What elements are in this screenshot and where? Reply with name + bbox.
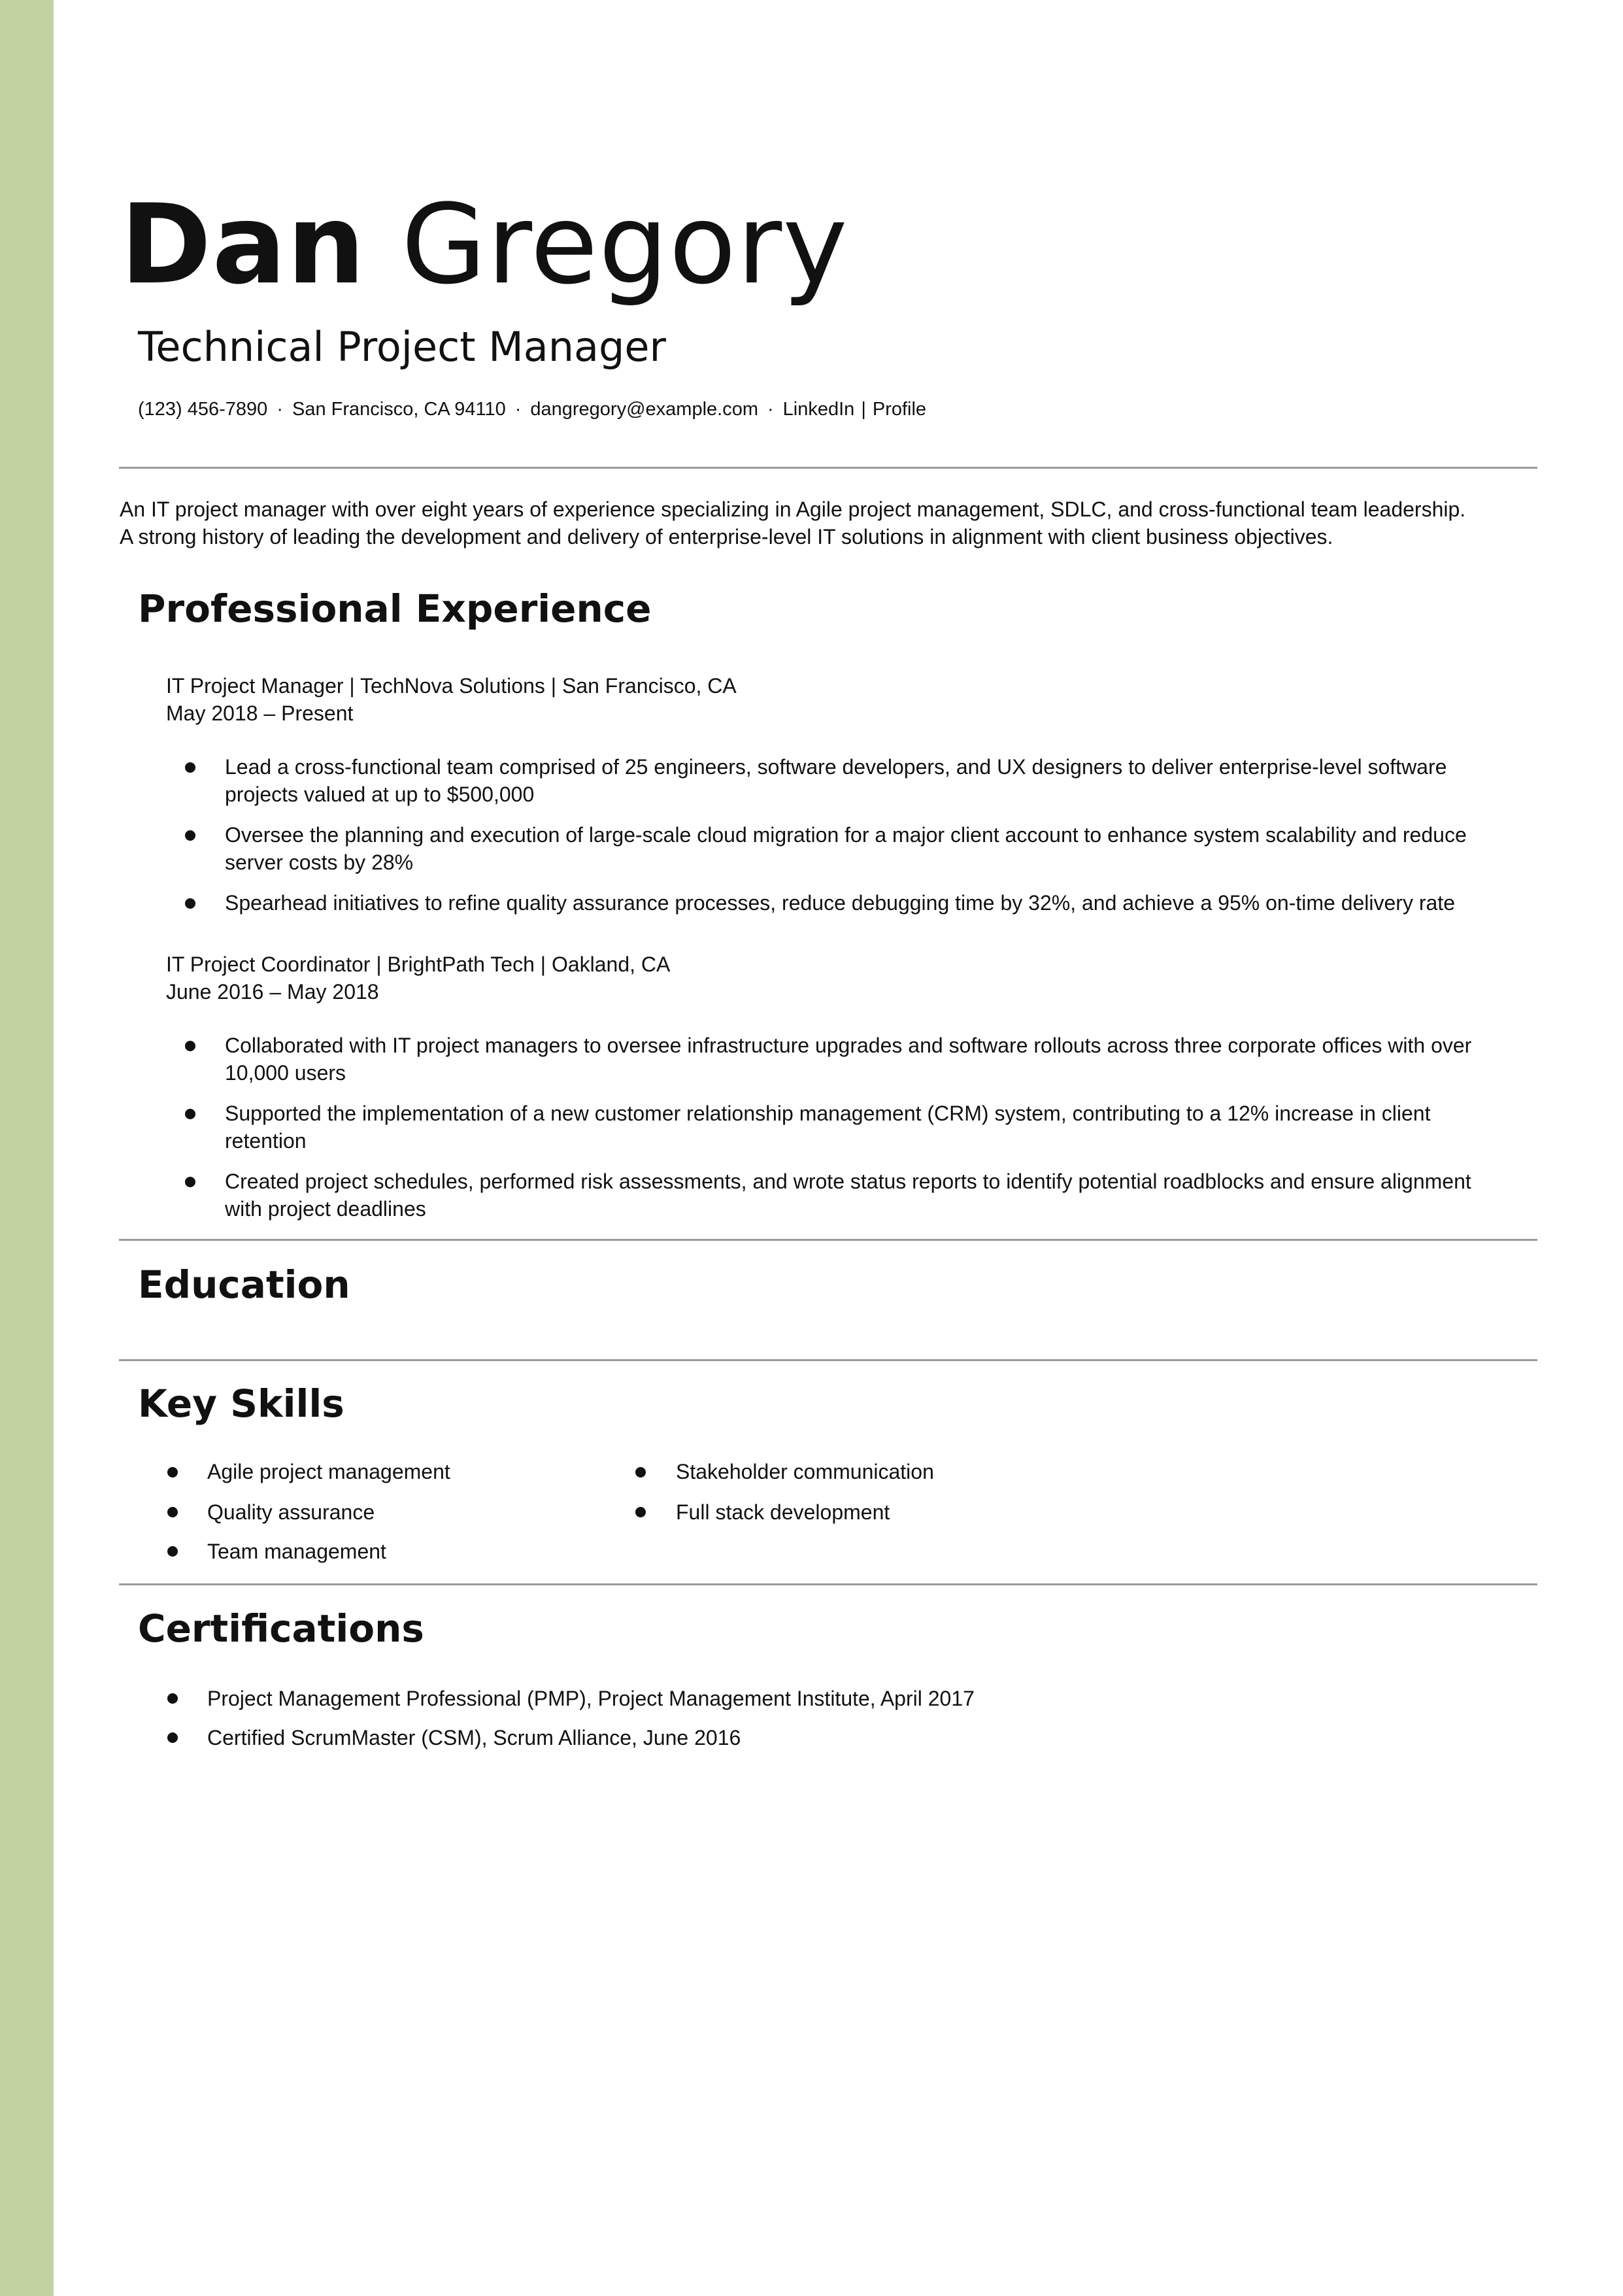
education-heading: Education <box>138 1262 350 1307</box>
job-dates: June 2016 – May 2018 <box>166 980 379 1004</box>
bullet-icon <box>185 898 195 909</box>
summary <box>120 496 1558 550</box>
job-title-line: IT Project Manager | TechNova Solutions | San Francisco, CA <box>166 674 737 698</box>
job-bullet: Collaborated with IT project managers to oversee infrastructure upgrades and software rollouts across three corporate offices with over 10,000 users <box>225 1034 1472 1085</box>
job-bullet: Spearhead initiatives to refine quality assurance processes, reduce debugging time by 32%, and achieve a 95% on-time delivery rate <box>225 891 1455 915</box>
bullet-icon <box>167 1507 178 1517</box>
contact-line <box>138 400 926 419</box>
skills-heading: Key Skills <box>138 1381 344 1426</box>
experience-heading: Professional Experience <box>138 586 652 631</box>
bullet-icon <box>167 1546 178 1557</box>
skill-item: Team management <box>207 1540 386 1563</box>
skill-item: Full stack development <box>676 1500 890 1524</box>
bullet-icon <box>167 1732 178 1743</box>
contact-email[interactable]: dangregory@example.com <box>530 399 758 420</box>
contact-separator: · <box>514 399 522 420</box>
skill-item: Quality assurance <box>207 1500 375 1524</box>
job-bullet: Lead a cross-functional team comprised of 25 engineers, software developers, and UX designers to deliver enterprise-level software projects valued at up to $500,000 <box>225 755 1447 806</box>
certifications-heading: Certifications <box>138 1606 424 1651</box>
contact-separator: · <box>276 399 283 420</box>
bullet-icon <box>167 1467 178 1477</box>
certification-item: Certified ScrumMaster (CSM), Scrum Alliance, June 2016 <box>207 1726 741 1749</box>
job-title: Technical Project Manager <box>138 323 666 371</box>
job-bullet: Oversee the planning and execution of large-scale cloud migration for a major client account to enhance system scalability and reduce server costs by 28% <box>225 823 1467 874</box>
accent-sidebar-bar <box>0 0 54 2296</box>
contact-linkedin[interactable]: LinkedIn <box>782 399 855 420</box>
contact-separator: · <box>767 399 774 420</box>
bullet-icon <box>185 1041 195 1051</box>
section-divider <box>119 1239 1537 1241</box>
bullet-icon <box>167 1693 178 1704</box>
bullet-icon <box>635 1467 646 1477</box>
bullet-icon <box>185 1109 195 1119</box>
bullet-icon <box>185 1177 195 1187</box>
contact-phone: (123) 456-7890 <box>138 399 268 420</box>
summary-line: A strong history of leading the development and delivery of enterprise-level IT solutions in alignment with client business objectives. <box>120 525 1333 549</box>
certification-item: Project Management Professional (PMP), Project Management Institute, April 2017 <box>207 1687 975 1710</box>
bullet-icon <box>185 762 195 773</box>
bullet-icon <box>635 1507 646 1517</box>
contact-pipe: | <box>861 399 866 420</box>
candidate-name <box>120 180 848 309</box>
section-divider <box>119 1359 1537 1361</box>
job-dates: May 2018 – Present <box>166 701 354 725</box>
contact-location: San Francisco, CA 94110 <box>292 399 506 420</box>
job-bullet: Created project schedules, performed risk assessments, and wrote status reports to identify potential roadblocks and ensure alignment with project deadlines <box>225 1170 1471 1221</box>
job-bullet: Supported the implementation of a new customer relationship management (CRM) system, contributing to a 12% increase in client retention <box>225 1102 1431 1153</box>
skill-item: Agile project management <box>207 1460 450 1483</box>
section-divider <box>119 1583 1537 1585</box>
bullet-icon <box>185 830 195 841</box>
header-divider <box>119 467 1537 469</box>
last-name: Gregory <box>401 180 848 309</box>
contact-profile[interactable]: Profile <box>872 399 927 420</box>
skill-item: Stakeholder communication <box>676 1460 934 1483</box>
summary-line: An IT project manager with over eight years of experience specializing in Agile project management, SDLC, and cross-functional team leadership. <box>120 498 1466 521</box>
job-title-line: IT Project Coordinator | BrightPath Tech | Oakland, CA <box>166 953 671 976</box>
first-name: Dan <box>120 180 366 309</box>
